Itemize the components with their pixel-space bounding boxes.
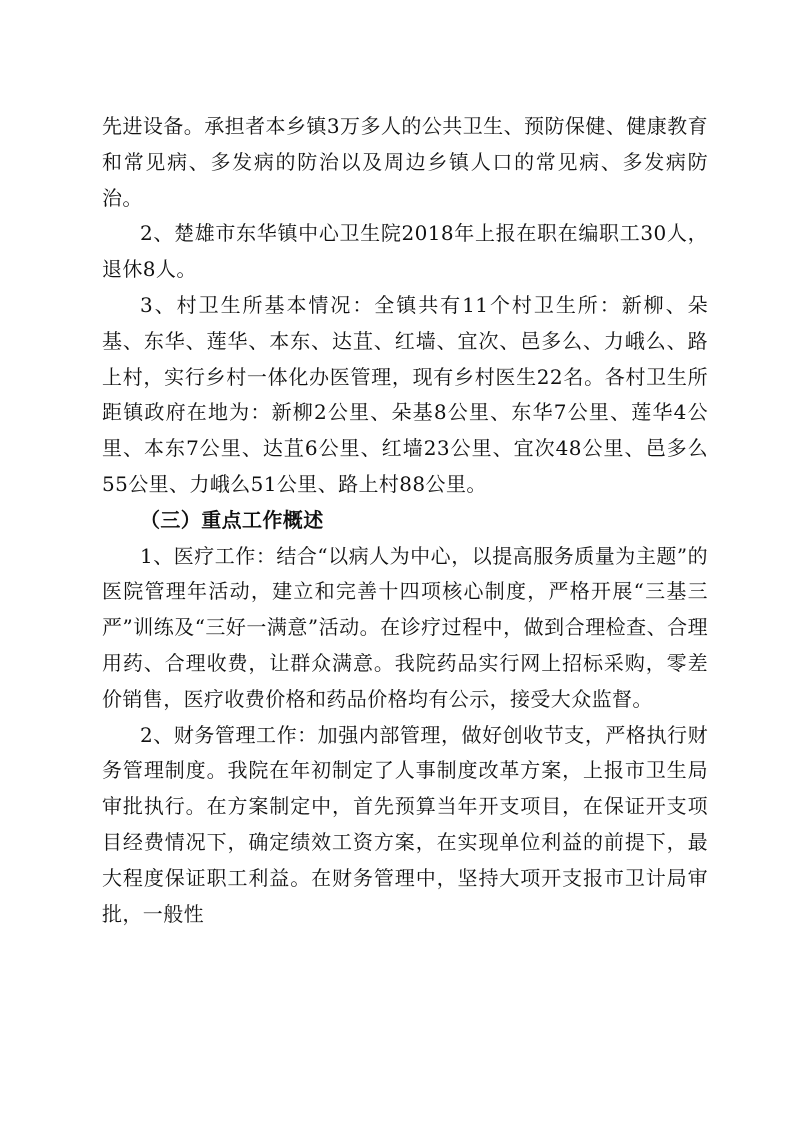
paragraph-equipment-responsibility: 先进设备。承担者本乡镇3万多人的公共卫生、预防保健、健康教育和常见病、多发病的防治以及周边乡镇人口的常见病、多发病防治。 (102, 114, 708, 210)
paragraph-financial-management: 2、财务管理工作：加强内部管理，做好创收节支，严格执行财务管理制度。我院在年初制定了人事制度改革方案，上报市卫生局审批执行。在方案制定中，首先预算当年开支项目，在保证开支项目经费情况下，确定绩效工资方案，在实现单位利益的前提下，最大程度保证职工利益。在财务管理中，坚持大项开支报市卫计局审批，一般性 (102, 722, 708, 926)
paragraph-village-clinics: 3、村卫生所基本情况：全镇共有11个村卫生所：新柳、朵基、东华、莲华、本东、达苴、红墙、宜次、邑多么、力峨么、路上村，实行乡村一体化办医管理，现有乡村医生22名。各村卫生所距镇政府在地为：新柳2公里、朵基8公里、东华7公里、莲华4公里、本东7公里、达苴6公里、红墙23公里、宜次48公里、邑多么55公里、力峨么51公里、路上村88公里。 (102, 292, 708, 496)
section-heading-key-work: （三）重点工作概述 (140, 507, 324, 532)
paragraph-staff-count: 2、楚雄市东华镇中心卫生院2018年上报在职在编职工30人，退休8人。 (102, 221, 708, 282)
paragraph-medical-work: 1、医疗工作：结合“以病人为中心，以提高服务质量为主题”的医院管理年活动，建立和完善十四项核心制度，严格开展“三基三严”训练及“三好一满意”活动。在诊疗过程中，做到合理检查、合理用药、合理收费，让群众满意。我院药品实行网上招标采购，零差价销售，医疗收费价格和药品价格均有公示，接受大众监督。 (102, 543, 708, 711)
document-body (102, 109, 708, 932)
